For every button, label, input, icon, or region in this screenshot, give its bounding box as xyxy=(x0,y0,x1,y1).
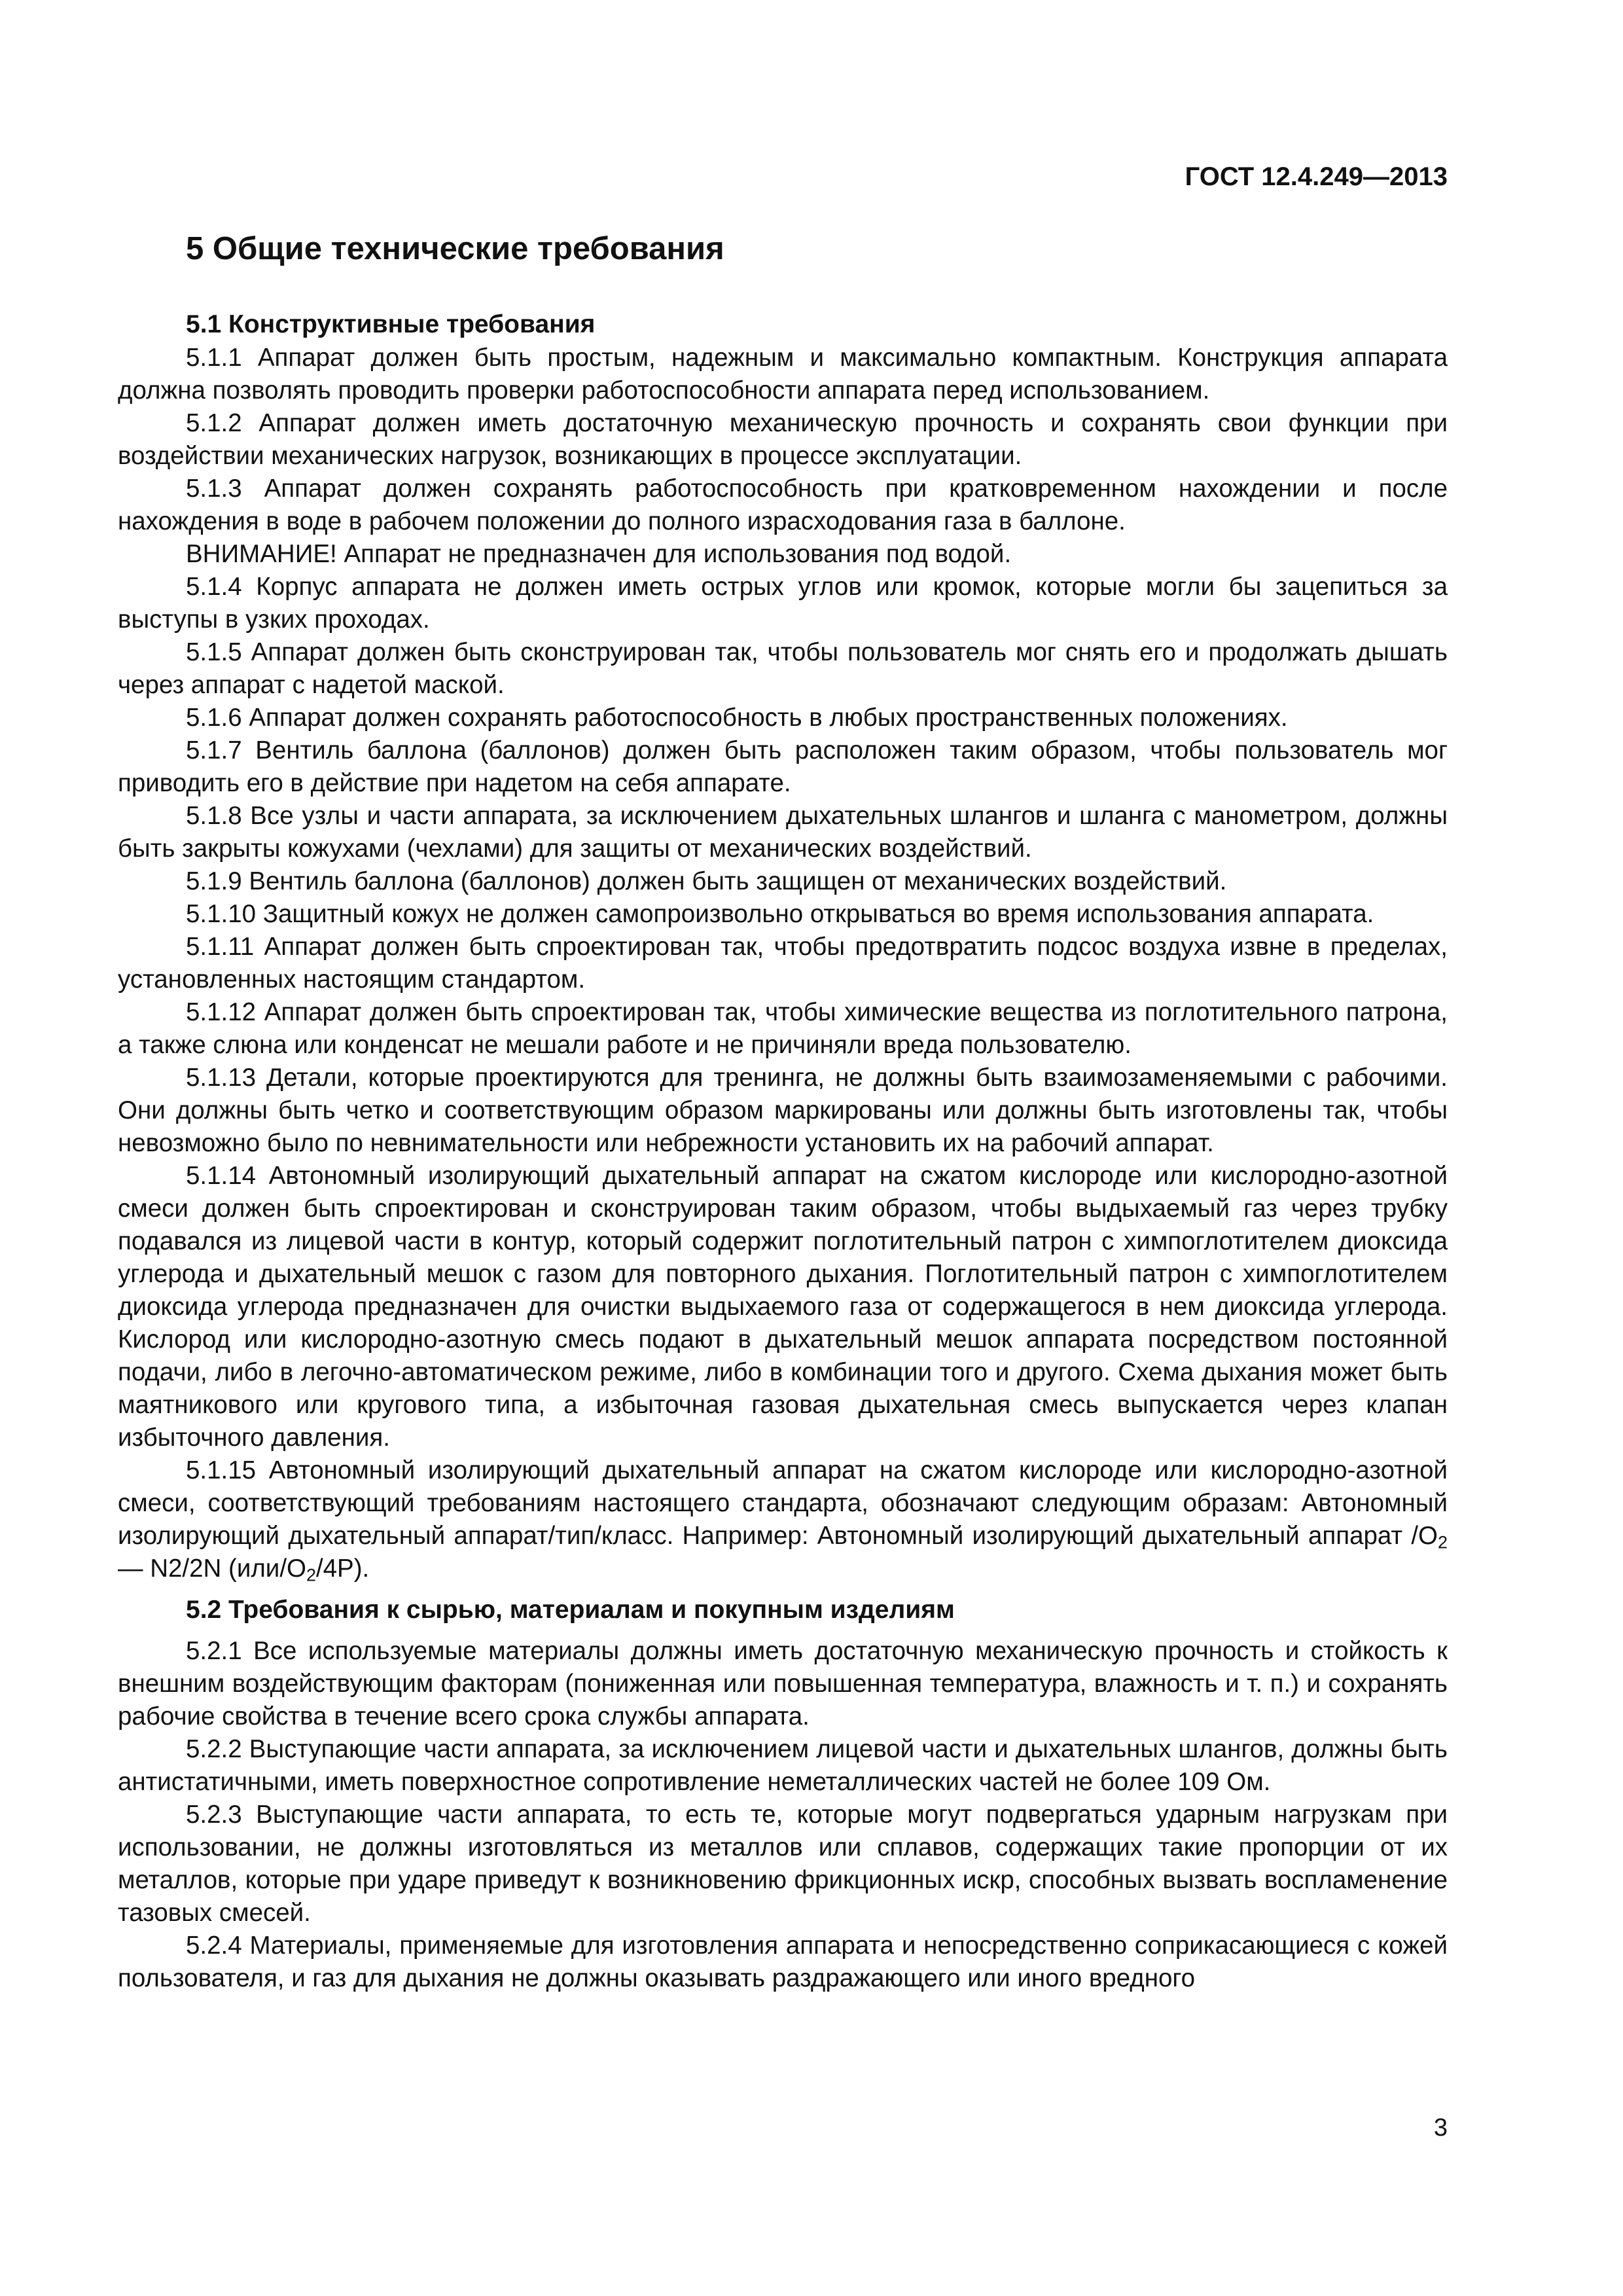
paragraph-5-1-11: 5.1.11 Аппарат должен быть спроектирован так, чтобы предотвратить подсос воздуха извне в пределах, установленных настоящим стандартом. xyxy=(118,933,1448,994)
page-content xyxy=(118,230,1448,1995)
paragraph-5-1-8: 5.1.8 Все узлы и части аппарата, за исключением дыхательных шлангов и шланга с манометром, должны быть закрыты кожухами (чехлами) для защиты от механических воздействий. xyxy=(118,802,1448,863)
subscript-2: 2 xyxy=(306,1565,316,1585)
paragraph-5-1-14: 5.1.14 Автономный изолирующий дыхательный аппарат на сжатом кислороде или кислородно-азотной смеси должен быть спроектирован и сконструирован таким образом, чтобы выдыхаемый газ через трубку подавался из лицевой части в контур, который содержит поглотительный патрон с химпоглотителем диоксида углерода и дыхательный мешок с газом для повторного дыхания. Поглотительный патрон с химпоглотителем диоксида углерода предназначен для очистки выдыхаемого газа от содержащегося в нем диоксида углерода. Кислород или кислородно-азотную смесь подают в дыхательный мешок аппарата посредством постоянной подачи, либо в легочно-автоматическом режиме, либо в комбинации того и другого. Схема дыхания может быть маятникового или кругового типа, а избыточная газовая дыхательная смесь выпускается через клапан избыточного давления. xyxy=(118,1162,1448,1452)
paragraph-5-1-1: 5.1.1 Аппарат должен быть простым, надежным и максимально компактным. Конструкция аппарата должна позволять проводить проверки работоспособности аппарата перед использованием. xyxy=(118,344,1448,404)
paragraph-5-1-2: 5.1.2 Аппарат должен иметь достаточную механическую прочность и сохранять свои функции при воздействии механических нагрузок, возникающих в процессе эксплуатации. xyxy=(118,409,1448,470)
warning-note: ВНИМАНИЕ! Аппарат не предназначен для использования под водой. xyxy=(186,540,1012,568)
paragraph-5-1-5: 5.1.5 Аппарат должен быть сконструирован так, чтобы пользователь мог снять его и продолжать дышать через аппарат с надетой маской. xyxy=(118,638,1448,699)
paragraph-5-1-6: 5.1.6 Аппарат должен сохранять работоспособность в любых пространственных положениях. xyxy=(186,704,1288,732)
page-number: 3 xyxy=(1433,2114,1448,2142)
paragraph-5-2-4: 5.2.4 Материалы, применяемые для изготовления аппарата и непосредственно соприкасающиеся с кожей пользователя, и газ для дыхания не должны оказывать раздражающего или иного вредного xyxy=(118,1931,1448,1992)
subscript-2: 2 xyxy=(1438,1532,1448,1552)
paragraph-5-1-13: 5.1.13 Детали, которые проектируются для тренинга, не должны быть взаимозаменяемыми с рабочими. Они должны быть четко и соответствующим образом маркированы или должны быть изготовлены так, чтобы невозможно было по невнимательности или небрежности установить их на рабочий аппарат. xyxy=(118,1064,1448,1157)
subsection-title-5-2: 5.2 Требования к сырью, материалам и покупным изделиям xyxy=(186,1596,955,1624)
paragraph-5-1-3: 5.1.3 Аппарат должен сохранять работоспособность при кратковременном нахождении и после нахождения в воде в рабочем положении до полного израсходования газа в баллоне. xyxy=(118,475,1448,535)
paragraph-5-1-10: 5.1.10 Защитный кожух не должен самопроизвольно открываться во время использования аппарата. xyxy=(186,900,1374,928)
subsection-title-5-1: 5.1 Конструктивные требования xyxy=(186,310,596,338)
paragraph-5-1-12: 5.1.12 Аппарат должен быть спроектирован так, чтобы химические вещества из поглотительного патрона, а также слюна или конденсат не мешали работе и не причиняли вреда пользователю. xyxy=(118,998,1448,1059)
paragraph-5-1-15-text-a: 5.1.15 Автономный изолирующий дыхательный аппарат на сжатом кислороде или кислородно-азотной смеси, соответствующий требованиям настоящего стандарта, обозначают следующим образам: Автономный изолирующий дыхательный аппарат/тип/класс. Например: Автономный изолирующий дыхательный аппарат /O xyxy=(118,1456,1448,1550)
paragraph-5-1-15-text-c: /4P). xyxy=(315,1554,370,1583)
paragraph-5-1-15 xyxy=(118,1454,1448,1585)
paragraph-5-1-7: 5.1.7 Вентиль баллона (баллонов) должен быть расположен таким образом, чтобы пользователь мог приводить его в действие при надетом на себя аппарате. xyxy=(118,736,1448,797)
paragraph-5-1-4: 5.1.4 Корпус аппарата не должен иметь острых углов или кромок, которые могли бы зацепиться за выступы в узких проходах. xyxy=(118,573,1448,634)
paragraph-5-2-2: 5.2.2 Выступающие части аппарата, за исключением лицевой части и дыхательных шлангов, должны быть антистатичными, иметь поверхностное сопротивление неметаллических частей не более 109 Ом. xyxy=(118,1735,1448,1796)
standard-code: ГОСТ 12.4.249—2013 xyxy=(1185,162,1448,191)
paragraph-5-2-3: 5.2.3 Выступающие части аппарата, то есть те, которые могут подвергаться ударным нагрузкам при использовании, не должны изготовляться из металлов или сплавов, содержащих такие пропорции от их металлов, которые при ударе приведут к возникновению фрикционных искр, способных вызвать воспламенение тазовых смесей. xyxy=(118,1801,1448,1927)
paragraph-5-2-1: 5.2.1 Все используемые материалы должны иметь достаточную механическую прочность и стойкость к внешним воздействующим факторам (пониженная или повышенная температура, влажность и т. п.) и сохранять рабочие свойства в течение всего срока службы аппарата. xyxy=(118,1637,1448,1731)
paragraph-5-1-15-text-b: — N2/2N (или/O xyxy=(118,1554,306,1583)
section-title: 5 Общие технические требования xyxy=(186,231,724,266)
paragraph-5-1-9: 5.1.9 Вентиль баллона (баллонов) должен быть защищен от механических воздействий. xyxy=(186,867,1227,895)
